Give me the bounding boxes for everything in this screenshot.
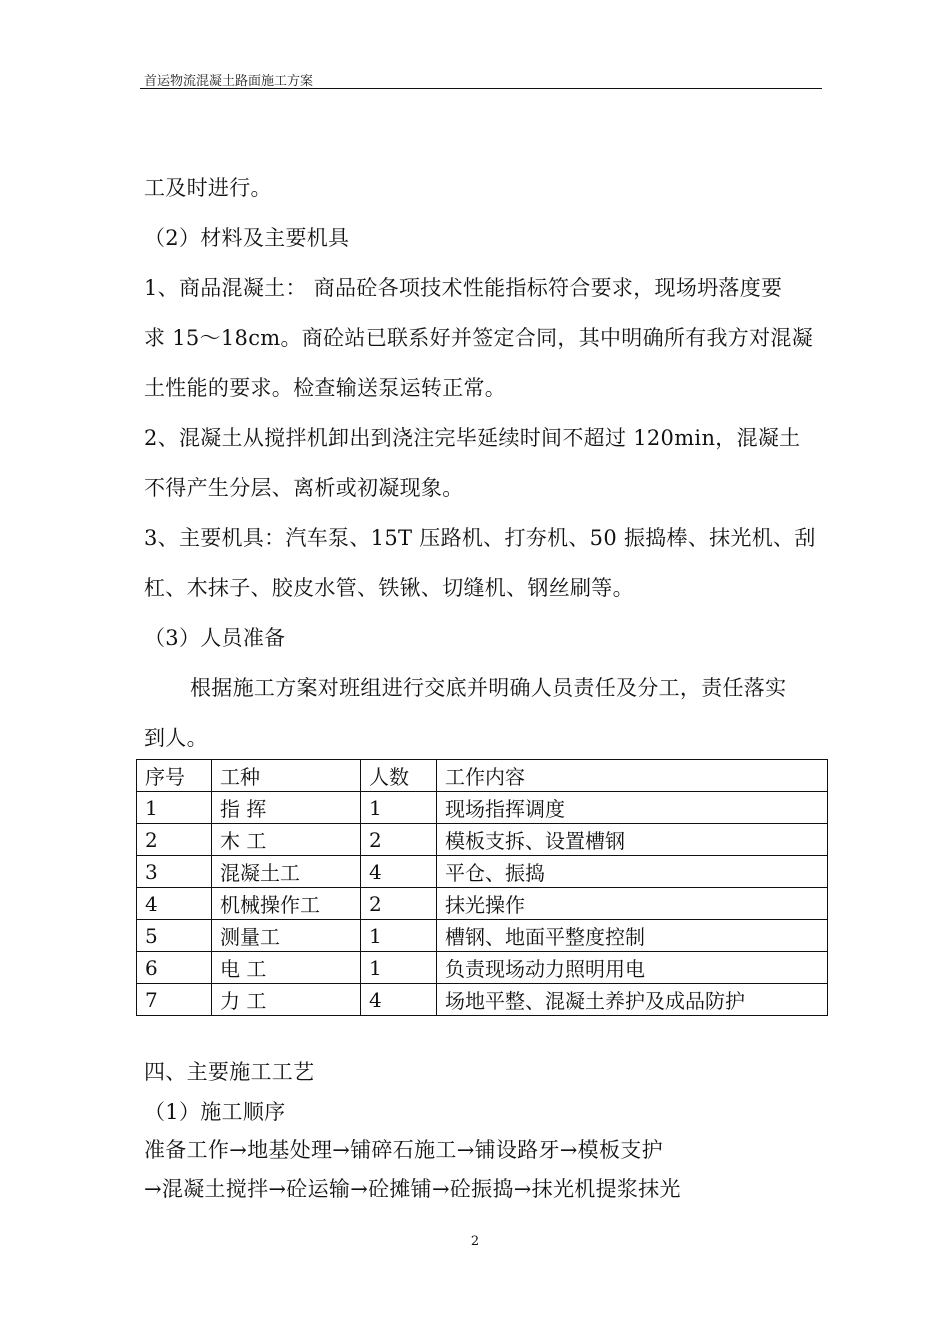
table-cell: 2	[137, 824, 212, 856]
section-title: 四、主要施工工艺	[144, 1060, 315, 1084]
table-cell: 5	[137, 920, 212, 952]
table-cell: 混凝土工	[212, 856, 361, 888]
table-cell: 4	[361, 856, 437, 888]
table-cell: 1	[361, 920, 437, 952]
paragraph-line: 求 15～18cm。商砼站已联系好并签定合同，其中明确所有我方对混凝	[144, 326, 813, 350]
table-row	[137, 824, 828, 856]
staffing-table	[136, 759, 828, 1016]
table-cell: 力 工	[212, 984, 361, 1016]
table-header-cell: 工种	[212, 760, 361, 792]
header-divider	[140, 88, 822, 89]
table-cell: 槽钢、地面平整度控制	[437, 920, 828, 952]
table-cell: 指 挥	[212, 792, 361, 824]
table-cell: 7	[137, 984, 212, 1016]
table-cell: 现场指挥调度	[437, 792, 828, 824]
paragraph-line: 3、主要机具：汽车泵、15T 压路机、打夯机、50 振捣棒、抹光机、刮	[144, 526, 816, 550]
section-heading: （3）人员准备	[144, 626, 286, 650]
table-header-cell: 工作内容	[437, 760, 828, 792]
section-subtitle: （1）施工顺序	[144, 1100, 286, 1124]
process-flow-line: →混凝土搅拌→砼运输→砼摊铺→砼振捣→抹光机提浆抹光	[144, 1177, 681, 1201]
table-header-cell: 序号	[137, 760, 212, 792]
paragraph-line: 不得产生分层、离析或初凝现象。	[144, 476, 464, 500]
table-cell: 2	[361, 888, 437, 920]
table-cell: 1	[361, 952, 437, 984]
table-row	[137, 856, 828, 888]
table-cell: 负责现场动力照明用电	[437, 952, 828, 984]
table-cell: 机械操作工	[212, 888, 361, 920]
document-title: 首运物流混凝土路面施工方案	[144, 74, 314, 89]
table-cell: 2	[361, 824, 437, 856]
section-heading: （2）材料及主要机具	[144, 226, 350, 250]
table-cell: 场地平整、混凝土养护及成品防护	[437, 984, 828, 1016]
table-cell: 抹光操作	[437, 888, 828, 920]
table-cell: 3	[137, 856, 212, 888]
table-cell: 1	[361, 792, 437, 824]
table-cell: 平仓、振捣	[437, 856, 828, 888]
page-number: 2	[470, 1234, 480, 1249]
paragraph-line: 根据施工方案对班组进行交底并明确人员责任及分工，责任落实	[190, 676, 787, 700]
table-row	[137, 984, 828, 1016]
paragraph-line: 2、混凝土从搅拌机卸出到浇注完毕延续时间不超过 120min，混凝土	[144, 426, 801, 450]
table-header-cell: 人数	[361, 760, 437, 792]
paragraph-line: 1、商品混凝土： 商品砼各项技术性能指标符合要求，现场坍落度要	[144, 276, 783, 300]
table-cell: 4	[361, 984, 437, 1016]
table-cell: 4	[137, 888, 212, 920]
table-cell: 1	[137, 792, 212, 824]
table-row	[137, 952, 828, 984]
table-cell: 电 工	[212, 952, 361, 984]
paragraph-line: 杠、木抹子、胶皮水管、铁锹、切缝机、钢丝刷等。	[144, 576, 634, 600]
table-cell: 测量工	[212, 920, 361, 952]
process-flow-line: 准备工作→地基处理→铺碎石施工→铺设路牙→模板支护	[144, 1138, 663, 1162]
paragraph-line: 土性能的要求。检查输送泵运转正常。	[144, 376, 507, 400]
table-cell: 6	[137, 952, 212, 984]
paragraph-line: 工及时进行。	[144, 176, 272, 200]
paragraph-line: 到人。	[144, 726, 208, 750]
table-row	[137, 920, 828, 952]
table-cell: 模板支拆、设置槽钢	[437, 824, 828, 856]
table-row	[137, 792, 828, 824]
table-cell: 木 工	[212, 824, 361, 856]
table-row	[137, 888, 828, 920]
table-header-row	[137, 760, 828, 792]
